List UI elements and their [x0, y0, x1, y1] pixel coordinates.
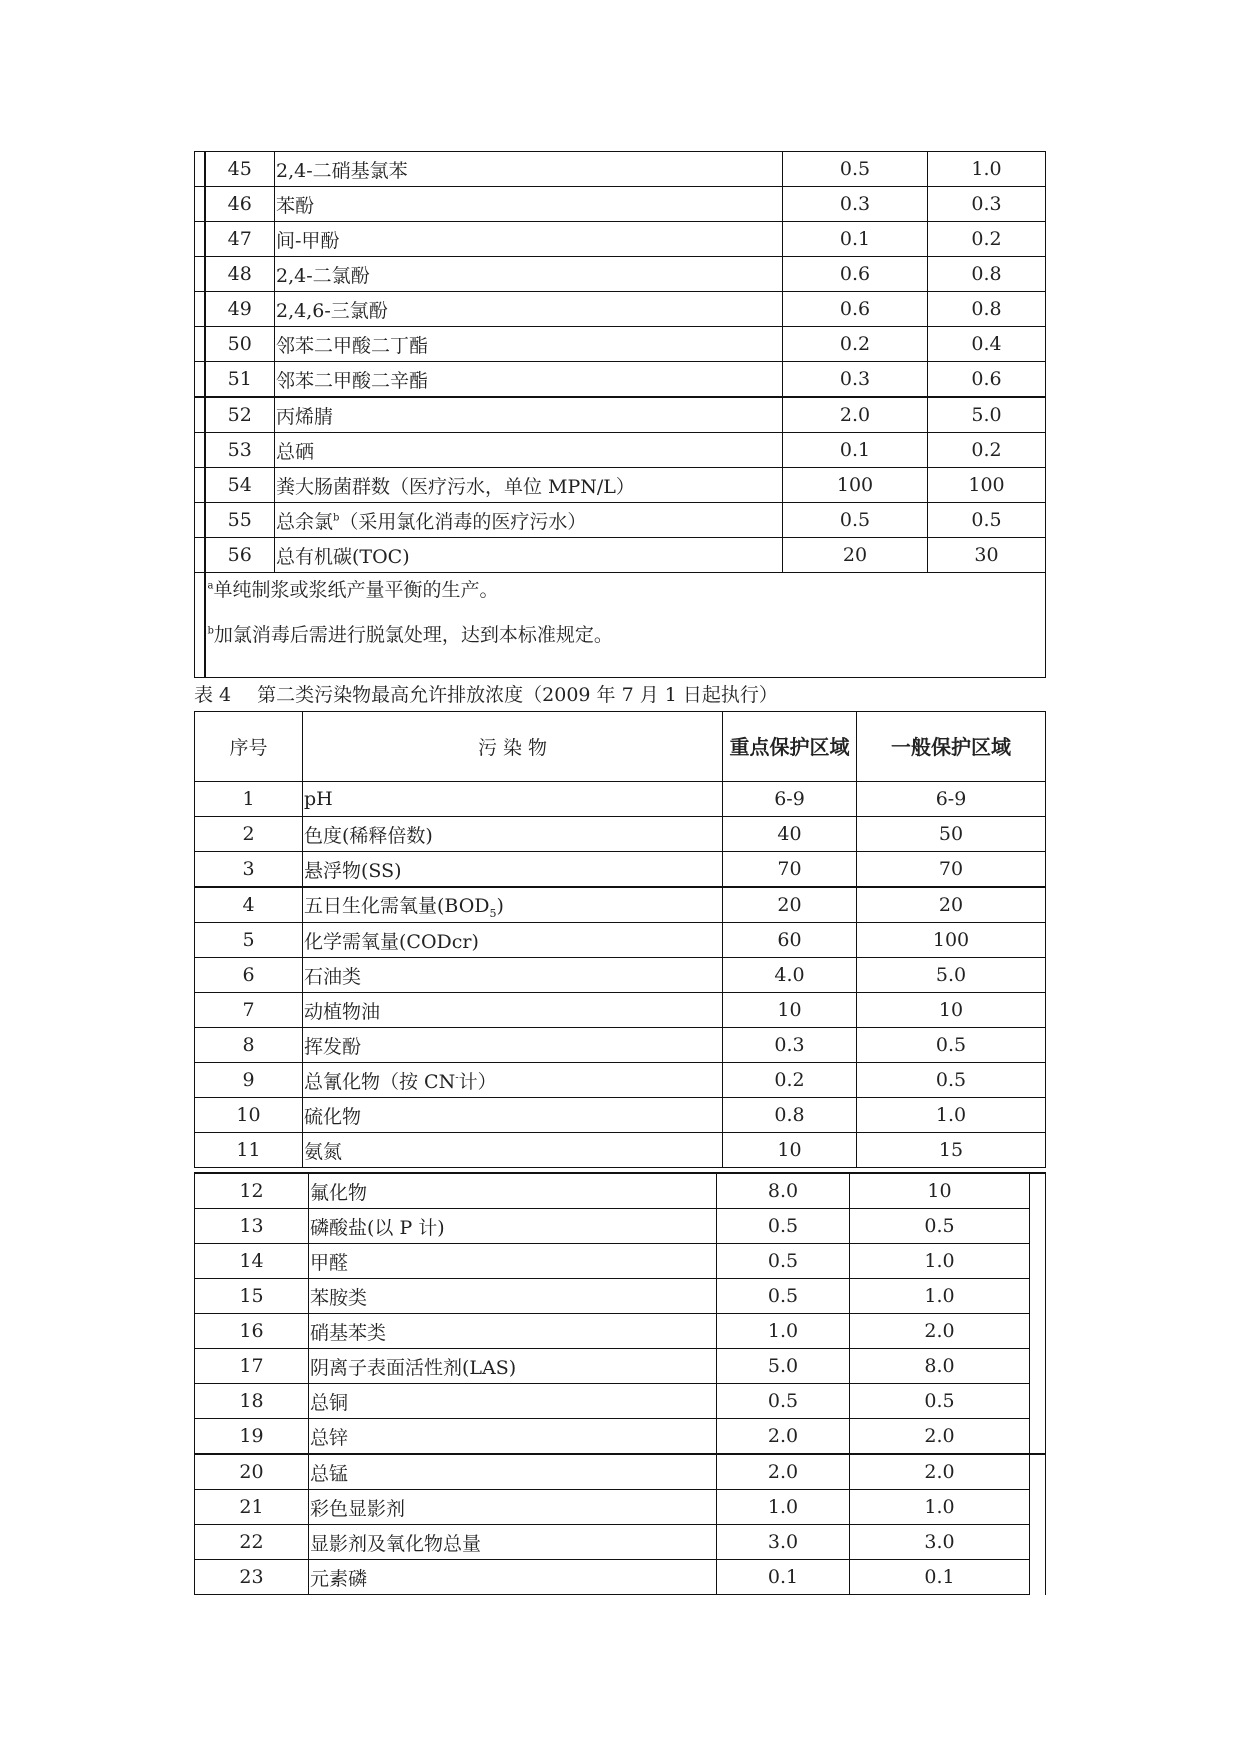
row-number: 48 [205, 257, 275, 292]
key-area-limit: 5.0 [717, 1349, 850, 1384]
table-row [195, 187, 1046, 222]
row-margin [195, 468, 205, 503]
row-number: 53 [205, 433, 275, 468]
key-area-limit: 0.1 [783, 433, 928, 468]
pollutant-name: 硫化物 [303, 1098, 723, 1133]
row-number: 23 [195, 1560, 309, 1595]
pollutant-name: 硝基苯类 [309, 1314, 717, 1349]
row-margin [195, 503, 205, 538]
row-number: 10 [195, 1098, 303, 1133]
key-area-limit: 0.6 [783, 257, 928, 292]
row-margin [195, 538, 205, 573]
row-margin [195, 152, 205, 187]
row-margin [195, 292, 205, 327]
key-area-limit: 0.3 [723, 1028, 857, 1063]
row-number: 20 [195, 1454, 309, 1490]
pollutant-name: 2,4-二硝基氯苯 [275, 152, 783, 187]
pollutant-name: 动植物油 [303, 993, 723, 1028]
row-number: 18 [195, 1384, 309, 1419]
table-row [195, 292, 1046, 327]
pollutant-name: 彩色显影剂 [309, 1490, 717, 1525]
key-area-limit: 0.5 [783, 152, 928, 187]
key-area-limit: 2.0 [717, 1419, 850, 1455]
row-margin [195, 362, 205, 398]
row-margin [1030, 1173, 1046, 1209]
header-key-area: 重点保护区域 [723, 712, 857, 782]
key-area-limit: 0.8 [723, 1098, 857, 1133]
key-area-limit: 0.1 [783, 222, 928, 257]
general-area-limit: 5.0 [857, 958, 1046, 993]
table-row [195, 1384, 1046, 1419]
table-notes [205, 573, 1046, 678]
table-row [195, 1314, 1046, 1349]
general-area-limit: 5.0 [928, 397, 1046, 433]
row-number: 15 [195, 1279, 309, 1314]
row-number: 13 [195, 1209, 309, 1244]
general-area-limit: 100 [928, 468, 1046, 503]
table-row [195, 1244, 1046, 1279]
general-area-limit: 0.8 [928, 257, 1046, 292]
row-margin [1030, 1419, 1046, 1455]
key-area-limit: 0.5 [717, 1279, 850, 1314]
row-number: 5 [195, 923, 303, 958]
row-number: 51 [205, 362, 275, 398]
pollutant-name: 阴离子表面活性剂(LAS) [309, 1349, 717, 1384]
row-number: 46 [205, 187, 275, 222]
row-margin [195, 433, 205, 468]
row-margin [1030, 1209, 1046, 1244]
key-area-limit: 10 [723, 993, 857, 1028]
table-row [195, 433, 1046, 468]
row-margin [195, 257, 205, 292]
key-area-limit: 0.3 [783, 362, 928, 398]
general-area-limit: 1.0 [850, 1279, 1030, 1314]
general-area-limit: 0.4 [928, 327, 1046, 362]
pollutant-name: 间-甲酚 [275, 222, 783, 257]
table-row [195, 222, 1046, 257]
key-area-limit: 0.1 [717, 1560, 850, 1595]
row-number: 17 [195, 1349, 309, 1384]
row-number: 2 [195, 817, 303, 852]
row-number: 7 [195, 993, 303, 1028]
header-number: 序号 [195, 712, 303, 782]
general-area-limit: 0.5 [857, 1063, 1046, 1098]
general-area-limit: 70 [857, 852, 1046, 888]
row-margin [1030, 1349, 1046, 1384]
general-area-limit: 1.0 [928, 152, 1046, 187]
table-row [195, 503, 1046, 538]
row-number: 49 [205, 292, 275, 327]
table-row [195, 1063, 1046, 1098]
table-4-continued [194, 1172, 1046, 1595]
pollutant-table-continued [194, 151, 1046, 678]
pollutant-name: 磷酸盐(以 P 计) [309, 1209, 717, 1244]
table-row [195, 152, 1046, 187]
pollutant-name: 色度(稀释倍数) [303, 817, 723, 852]
table-row [195, 1133, 1046, 1168]
general-area-limit: 0.1 [850, 1560, 1030, 1595]
general-area-limit: 0.2 [928, 433, 1046, 468]
table-row [195, 887, 1046, 923]
pollutant-name: 挥发酚 [303, 1028, 723, 1063]
pollutant-name: 2,4,6-三氯酚 [275, 292, 783, 327]
key-area-limit: 20 [783, 538, 928, 573]
row-margin [1030, 1244, 1046, 1279]
pollutant-name: 总铜 [309, 1384, 717, 1419]
general-area-limit: 10 [857, 993, 1046, 1028]
row-number: 6 [195, 958, 303, 993]
pollutant-name: 总硒 [275, 433, 783, 468]
key-area-limit: 0.2 [723, 1063, 857, 1098]
table-row [195, 1560, 1046, 1595]
caption-text: 第二类污染物最高允许排放浓度（2009 年 7 月 1 日起执行） [257, 684, 778, 706]
key-area-limit: 0.5 [783, 503, 928, 538]
row-margin [1030, 1525, 1046, 1560]
row-margin [1030, 1454, 1046, 1490]
key-area-limit: 70 [723, 852, 857, 888]
key-area-limit: 0.5 [717, 1244, 850, 1279]
row-number: 12 [195, 1173, 309, 1209]
general-area-limit: 30 [928, 538, 1046, 573]
pollutant-name: 苯酚 [275, 187, 783, 222]
general-area-limit: 0.5 [857, 1028, 1046, 1063]
general-area-limit: 0.2 [928, 222, 1046, 257]
general-area-limit: 0.5 [928, 503, 1046, 538]
key-area-limit: 0.6 [783, 292, 928, 327]
key-area-limit: 40 [723, 817, 857, 852]
general-area-limit: 10 [850, 1173, 1030, 1209]
row-margin [195, 573, 205, 678]
table-row [195, 1525, 1046, 1560]
table-row [195, 1209, 1046, 1244]
row-number: 8 [195, 1028, 303, 1063]
pollutant-name: 氨氮 [303, 1133, 723, 1168]
key-area-limit: 1.0 [717, 1490, 850, 1525]
general-area-limit: 50 [857, 817, 1046, 852]
general-area-limit: 2.0 [850, 1314, 1030, 1349]
pollutant-name: 显影剂及氧化物总量 [309, 1525, 717, 1560]
row-number: 19 [195, 1419, 309, 1455]
table-row [195, 1419, 1046, 1455]
table-caption [194, 680, 778, 707]
pollutant-name: 总余氯$^b$（采用氯化消毒的医疗污水） [275, 503, 783, 538]
row-margin [1030, 1279, 1046, 1314]
table-row [195, 1173, 1046, 1209]
row-margin [195, 222, 205, 257]
pollutant-name: 总有机碳(TOC) [275, 538, 783, 573]
row-margin [1030, 1314, 1046, 1349]
header-general-area: 一般保护区域 [857, 712, 1046, 782]
table-header-row [195, 712, 1046, 782]
row-number: 21 [195, 1490, 309, 1525]
table-row [195, 1349, 1046, 1384]
row-number: 22 [195, 1525, 309, 1560]
general-area-limit: 2.0 [850, 1454, 1030, 1490]
table-row [195, 468, 1046, 503]
row-margin [195, 187, 205, 222]
general-area-limit: 6-9 [857, 782, 1046, 817]
row-margin [1030, 1490, 1046, 1525]
row-number: 52 [205, 397, 275, 433]
general-area-limit: 15 [857, 1133, 1046, 1168]
pollutant-name: 五日生化需氧量$(BOD_5)$ [303, 887, 723, 923]
row-margin [195, 397, 205, 433]
general-area-limit: 100 [857, 923, 1046, 958]
table-row [195, 852, 1046, 888]
table-row [195, 1098, 1046, 1133]
row-margin [1030, 1560, 1046, 1595]
row-number: 9 [195, 1063, 303, 1098]
key-area-limit: 6-9 [723, 782, 857, 817]
table-row [195, 1279, 1046, 1314]
table-row [195, 1490, 1046, 1525]
caption-label: 表 4 [194, 684, 232, 706]
row-number: 50 [205, 327, 275, 362]
table-row [195, 1454, 1046, 1490]
key-area-limit: 0.3 [783, 187, 928, 222]
pollutant-name: 邻苯二甲酸二辛酯 [275, 362, 783, 398]
pollutant-name: 氟化物 [309, 1173, 717, 1209]
table-row [195, 958, 1046, 993]
row-number: 1 [195, 782, 303, 817]
pollutant-name: pH [303, 782, 723, 817]
key-area-limit: 3.0 [717, 1525, 850, 1560]
general-area-limit: 0.3 [928, 187, 1046, 222]
pollutant-name: 总锰 [309, 1454, 717, 1490]
table-row [195, 397, 1046, 433]
key-area-limit: 2.0 [783, 397, 928, 433]
pollutant-name: 苯胺类 [309, 1279, 717, 1314]
general-area-limit: 1.0 [857, 1098, 1046, 1133]
footnote-a: $^a$单纯制浆或浆纸产量平衡的生产。 [207, 579, 499, 601]
row-margin [1030, 1384, 1046, 1419]
general-area-limit: 20 [857, 887, 1046, 923]
row-number: 56 [205, 538, 275, 573]
key-area-limit: 100 [783, 468, 928, 503]
table-row [195, 257, 1046, 292]
pollutant-name: 丙烯腈 [275, 397, 783, 433]
row-number: 11 [195, 1133, 303, 1168]
key-area-limit: 2.0 [717, 1454, 850, 1490]
table-4 [194, 711, 1046, 1168]
general-area-limit: 8.0 [850, 1349, 1030, 1384]
key-area-limit: 0.5 [717, 1384, 850, 1419]
general-area-limit: 0.6 [928, 362, 1046, 398]
general-area-limit: 2.0 [850, 1419, 1030, 1455]
table-row [195, 923, 1046, 958]
key-area-limit: 0.2 [783, 327, 928, 362]
general-area-limit: 1.0 [850, 1244, 1030, 1279]
row-margin [195, 327, 205, 362]
general-area-limit: 0.5 [850, 1384, 1030, 1419]
table-row [195, 538, 1046, 573]
pollutant-name: 邻苯二甲酸二丁酯 [275, 327, 783, 362]
row-number: 16 [195, 1314, 309, 1349]
key-area-limit: 20 [723, 887, 857, 923]
row-number: 47 [205, 222, 275, 257]
pollutant-name: 石油类 [303, 958, 723, 993]
pollutant-name: 总锌 [309, 1419, 717, 1455]
key-area-limit: 1.0 [717, 1314, 850, 1349]
pollutant-name: 甲醛 [309, 1244, 717, 1279]
table-notes-row [195, 573, 1046, 678]
general-area-limit: 0.8 [928, 292, 1046, 327]
pollutant-name: 元素磷 [309, 1560, 717, 1595]
row-number: 45 [205, 152, 275, 187]
key-area-limit: 0.5 [717, 1209, 850, 1244]
table-row [195, 362, 1046, 398]
pollutant-name: 总氰化物（按 CN-计） [303, 1063, 723, 1098]
key-area-limit: 10 [723, 1133, 857, 1168]
table-row [195, 782, 1046, 817]
row-number: 55 [205, 503, 275, 538]
row-number: 54 [205, 468, 275, 503]
row-number: 4 [195, 887, 303, 923]
table-row [195, 1028, 1046, 1063]
general-area-limit: 0.5 [850, 1209, 1030, 1244]
general-area-limit: 1.0 [850, 1490, 1030, 1525]
pollutant-name: 悬浮物(SS) [303, 852, 723, 888]
pollutant-name: 粪大肠菌群数（医疗污水，单位 MPN/L） [275, 468, 783, 503]
pollutant-name: 2,4-二氯酚 [275, 257, 783, 292]
pollutant-name: 化学需氧量(CODcr) [303, 923, 723, 958]
key-area-limit: 8.0 [717, 1173, 850, 1209]
table-row [195, 817, 1046, 852]
row-number: 14 [195, 1244, 309, 1279]
key-area-limit: 60 [723, 923, 857, 958]
table-row [195, 993, 1046, 1028]
table-row [195, 327, 1046, 362]
key-area-limit: 4.0 [723, 958, 857, 993]
header-pollutant: 污 染 物 [303, 712, 723, 782]
row-number: 3 [195, 852, 303, 888]
footnote-b: $^b$加氯消毒后需进行脱氯处理，达到本标准规定。 [207, 623, 613, 646]
general-area-limit: 3.0 [850, 1525, 1030, 1560]
